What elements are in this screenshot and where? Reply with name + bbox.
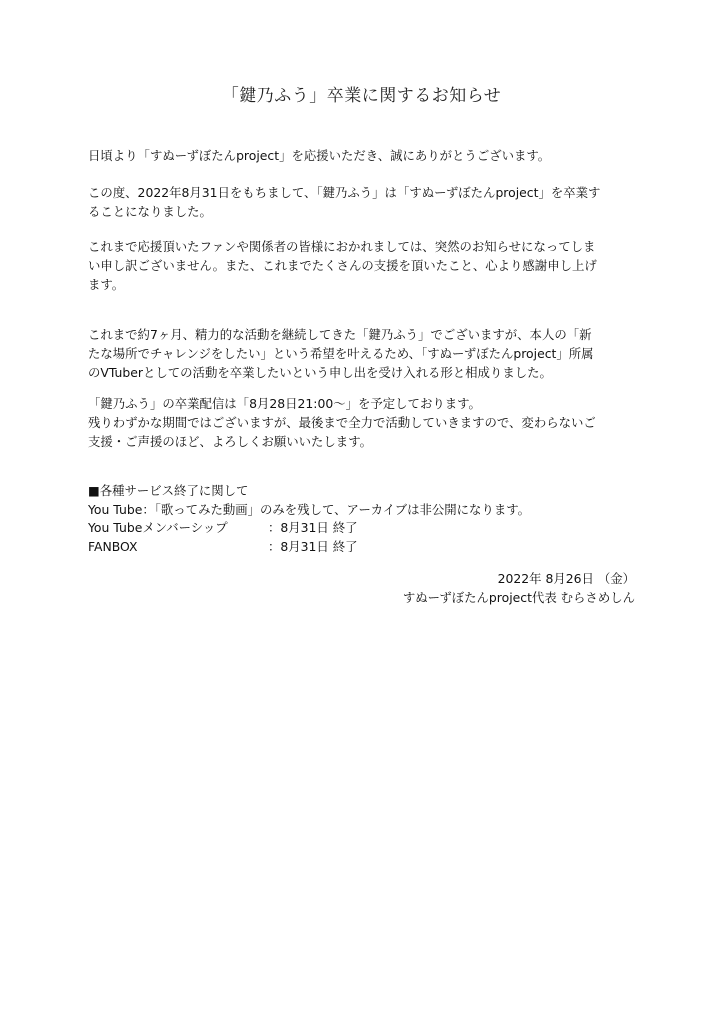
services-section (88, 482, 648, 556)
paragraph-line: ます。 (88, 277, 125, 292)
paragraph-line: これまで約7ヶ月、精力的な活動を継続してきた「鍵乃ふう」でございますが、本人の「新 (88, 327, 592, 342)
services-heading: ■各種サービス終了に関して (88, 483, 249, 498)
signature-block (403, 569, 635, 607)
service-end-date: ：8月31日 終了 (268, 538, 358, 554)
paragraph-line: ることになりました。 (88, 204, 212, 219)
paragraph-line: 残りわずかな期間ではございますが、最後まで全力で活動していきますので、変わらないご (88, 415, 596, 430)
service-end-date: ：8月31日 終了 (268, 520, 358, 535)
paragraph-line: のVTuberとしての活動を卒業したいという申し出を受け入れる形と相成りました。 (88, 365, 552, 380)
paragraph-line: たな場所でチャレンジをしたい」という希望を叶えるため、「すぬーずぼたんproject」所属 (88, 346, 594, 361)
paragraph-line: 日頃より「すぬーずぼたんproject」を応援いただき、誠にありがとうございます。 (88, 148, 551, 163)
apology-paragraph (88, 237, 640, 294)
service-label: FANBOX (88, 538, 138, 554)
service-row-fanbox (88, 538, 648, 557)
paragraph-line: 支援・ご声援のほど、よろしくお願いいたします。 (88, 434, 372, 449)
final-stream-paragraph (88, 394, 640, 451)
paragraph-line: 「鍵乃ふう」の卒業配信は「8月28日21:00～」を予定しております。 (88, 396, 481, 411)
graduation-announcement-paragraph (88, 183, 640, 221)
notice-date: 2022年 8月26日 （金） (497, 571, 635, 586)
notice-author: すぬーずぼたんproject代表 むらさめしん (402, 590, 635, 605)
service-row-membership (88, 519, 648, 538)
paragraph-line: い申し訳ございません。また、これまでたくさんの支援を頂いたこと、心より感謝申し上げ (88, 258, 597, 273)
page-title: 「鍵乃ふう」卒業に関するお知らせ (221, 86, 502, 106)
service-label: You Tubeメンバーシップ (88, 520, 228, 535)
reason-paragraph (88, 325, 640, 382)
paragraph-line: この度、2022年8月31日をもちまして、「鍵乃ふう」は「すぬーずぼたんproject」を卒業す (88, 185, 601, 200)
paragraph-line: これまで応援頂いたファンや関係者の皆様におかれましては、突然のお知らせになってしま (88, 239, 596, 254)
greeting-paragraph (88, 146, 640, 165)
youtube-notice: You Tube：「歌ってみた動画」のみを残して、アーカイブは非公開になります。 (88, 501, 531, 517)
